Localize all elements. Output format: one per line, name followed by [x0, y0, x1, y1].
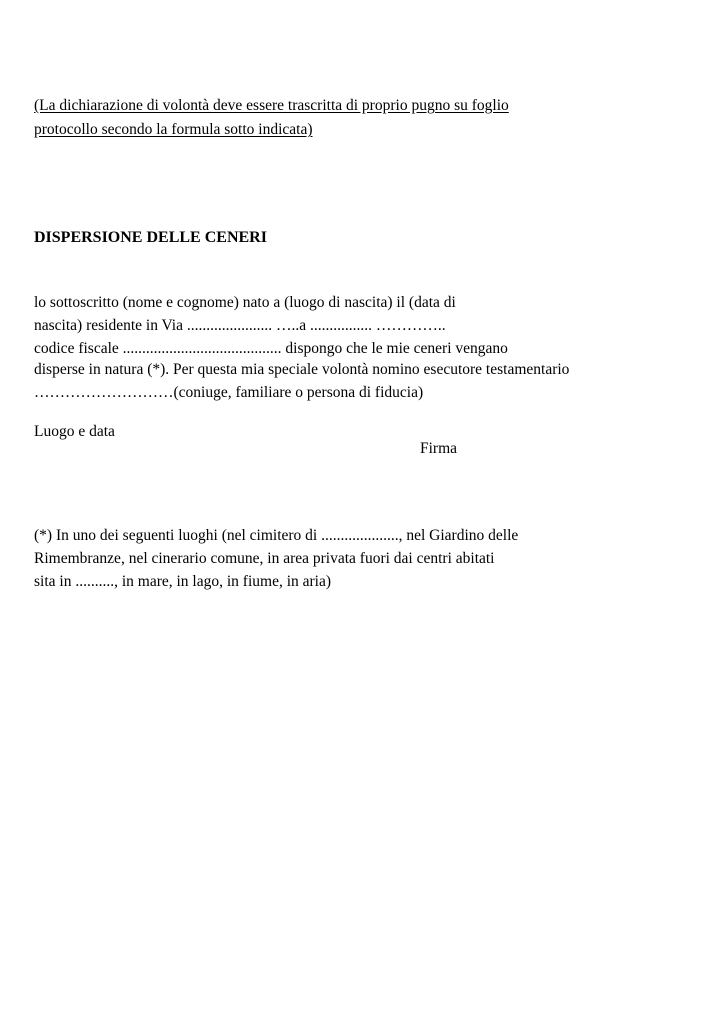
instruction-line-1: (La dichiarazione di volontà deve essere trascritta di proprio pugno su foglio [34, 97, 509, 114]
footnote-line-1: (*) In uno dei seguenti luoghi (nel cimitero di ...................., nel Giardino delle [34, 527, 519, 544]
instruction-line-2: protocollo secondo la formula sotto indicata) [34, 121, 313, 138]
footnote-line-3: sita in .........., in mare, in lago, in fiume, in aria) [34, 573, 332, 590]
declaration-line-3: codice fiscale ......................................... dispongo che le mie ceneri vengano [34, 340, 508, 357]
place-date-label: Luogo e data [34, 423, 115, 440]
declaration-line-4: disperse in natura (*). Per questa mia speciale volontà nomino esecutore testamentario [34, 361, 570, 378]
declaration-line-2: nascita) residente in Via ...................... …..a ................ ………….. [34, 317, 446, 334]
document-title: DISPERSIONE DELLE CENERI [34, 229, 267, 246]
declaration-line-1: lo sottoscritto (nome e cognome) nato a (luogo di nascita) il (data di [34, 294, 456, 311]
signature-label: Firma [420, 440, 458, 457]
footnote-line-2: Rimembranze, nel cinerario comune, in area privata fuori dai centri abitati [34, 550, 495, 567]
declaration-line-5: ………………………(coniuge, familiare o persona di fiducia) [34, 384, 424, 401]
